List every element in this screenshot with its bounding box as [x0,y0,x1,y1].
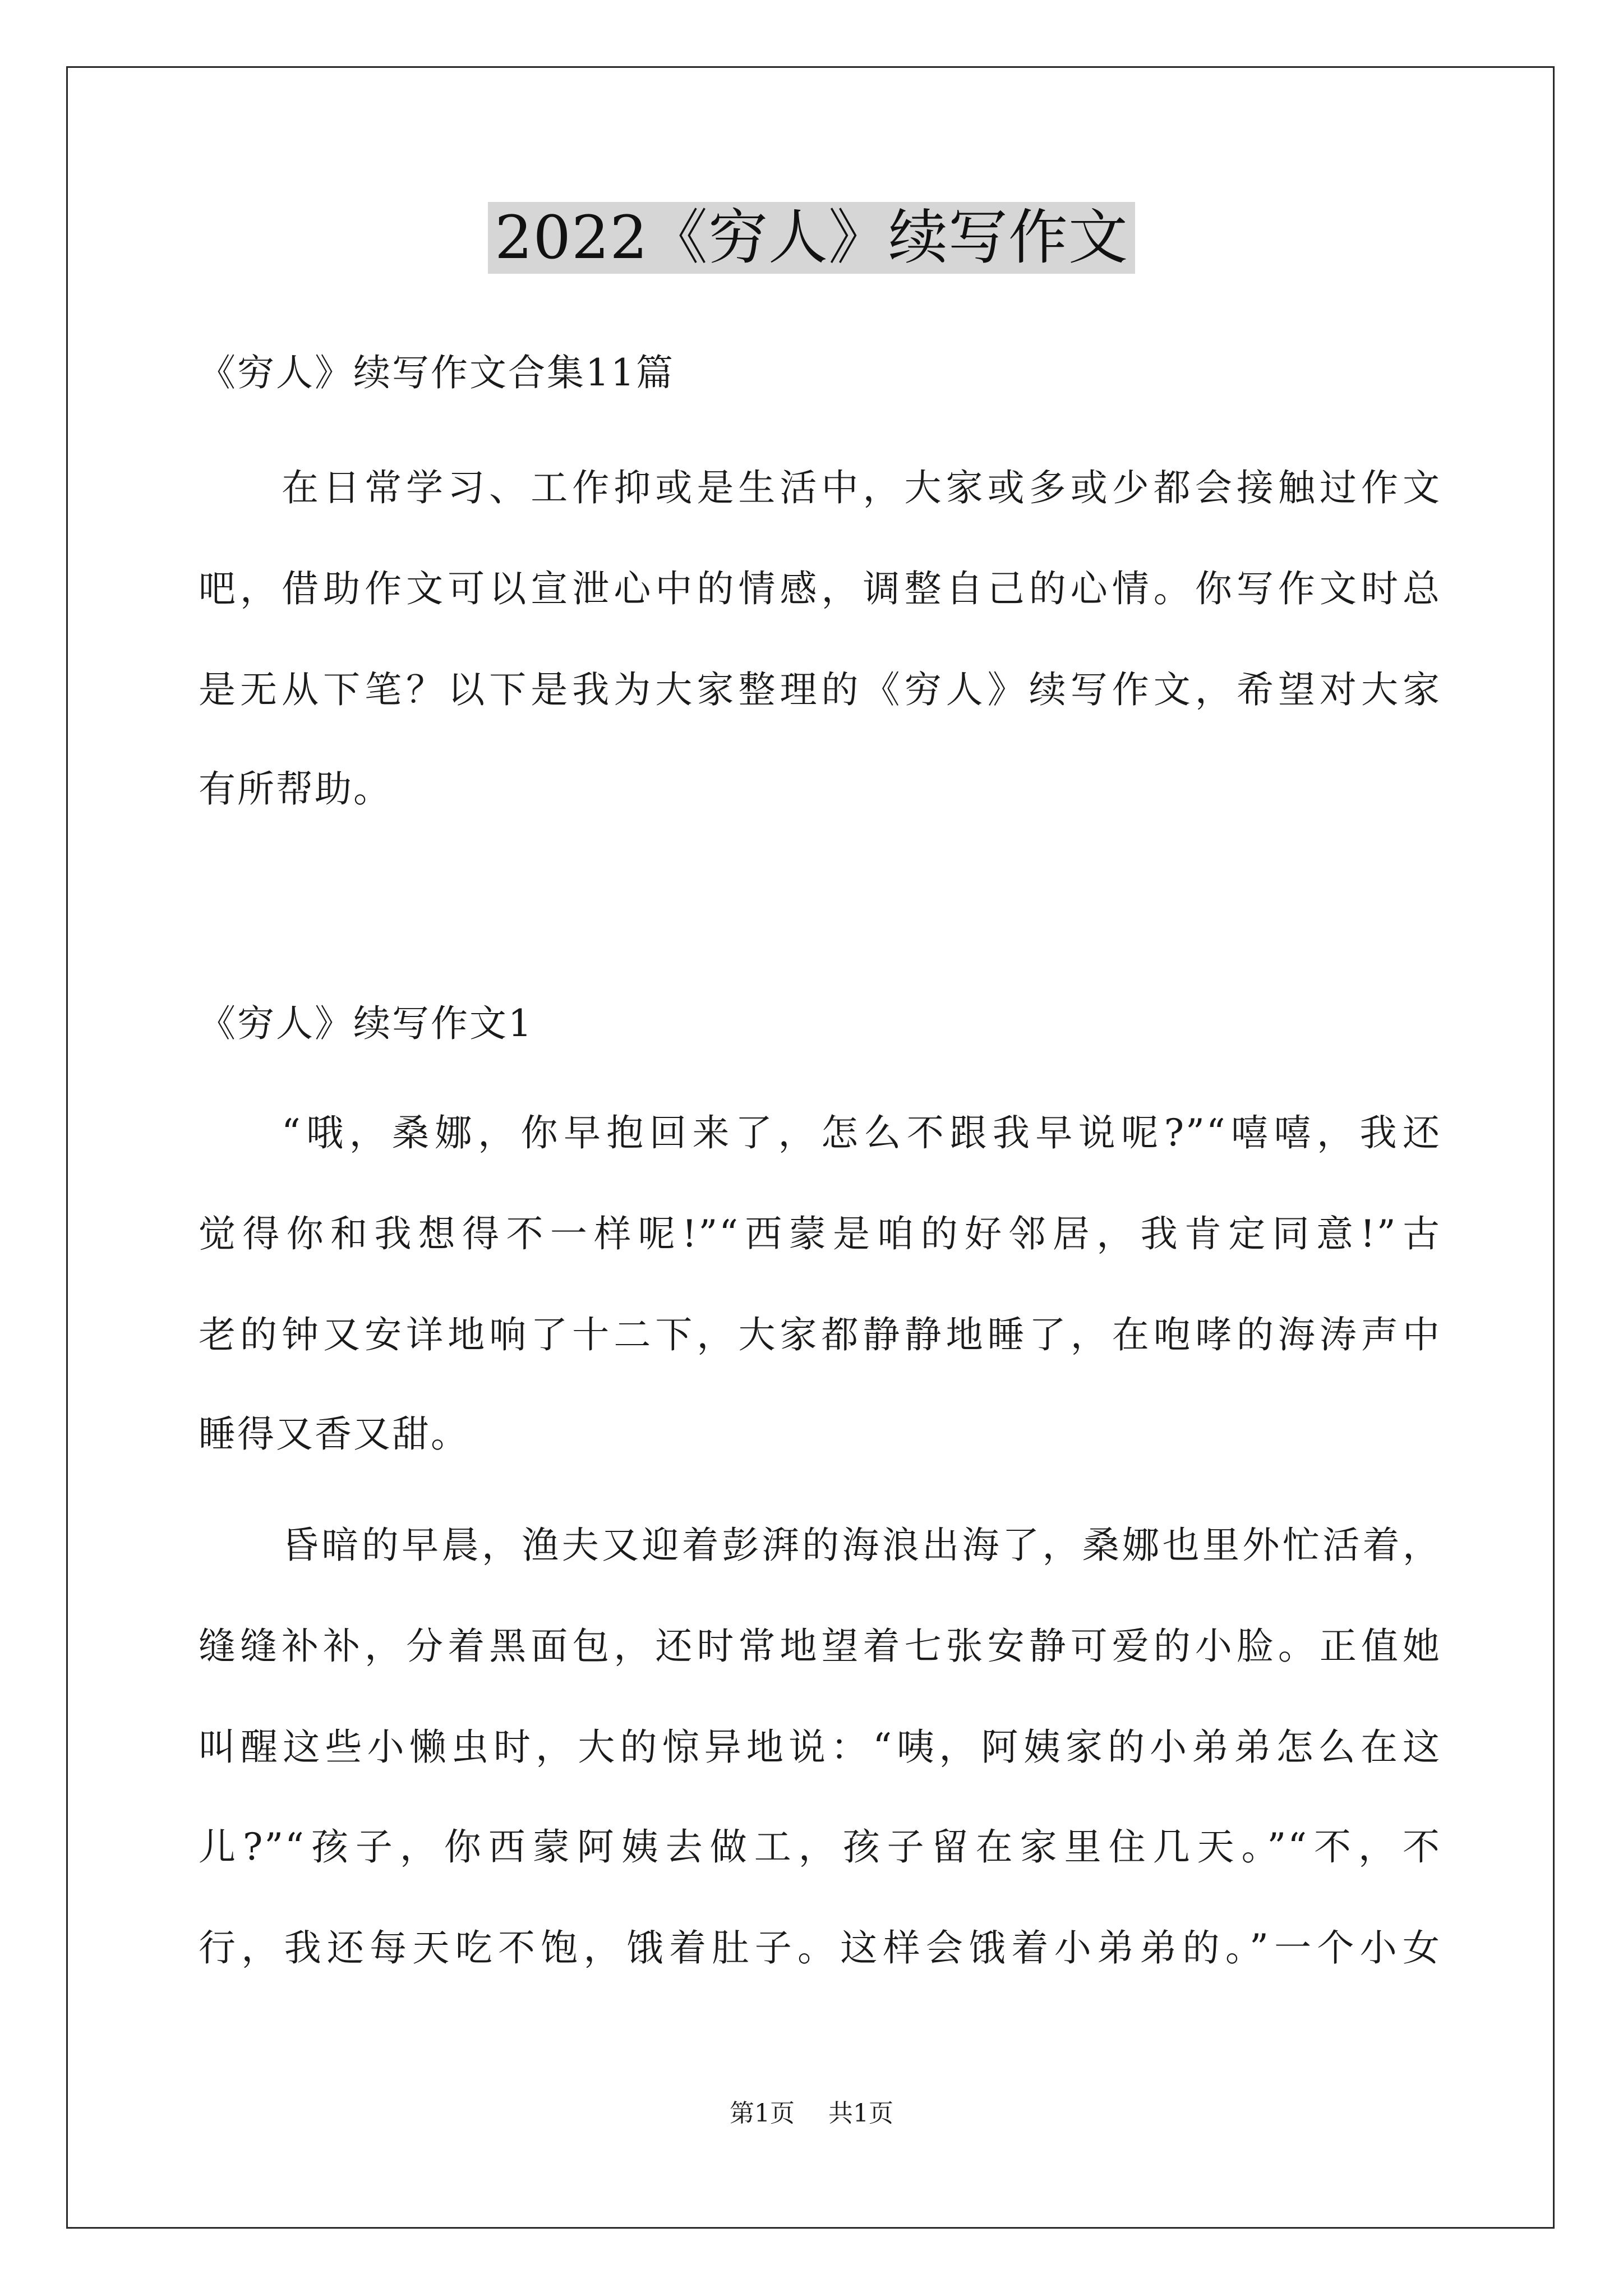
para2-line-4: 儿?”“孩子，你西蒙阿姨去做工，孩子留在家里住几天。”“不，不 [199,1825,1441,1869]
para1-line-4: 睡得又香又甜。 [199,1412,469,1456]
title-container [0,202,1623,274]
para2-line-3: 叫醒这些小懒虫时，大的惊异地说：“咦，阿姨家的小弟弟怎么在这 [199,1726,1441,1769]
page-number: 第1页 [730,2099,795,2128]
para2-line-1: 昏暗的早晨，渔夫又迎着彭湃的海浪出海了，桑娜也里外忙活着， [282,1524,1441,1567]
para1-line-3: 老的钟又安详地响了十二下，大家都静静地睡了，在咆哮的海涛声中 [199,1313,1441,1356]
section-heading: 《穷人》续写作文1 [199,1002,533,1045]
page-total: 共1页 [828,2099,893,2128]
para2-line-2: 缝缝补补，分着黑面包，还时常地望着七张安静可爱的小脸。正值她 [199,1625,1441,1668]
subtitle: 《穷人》续写作文合集11篇 [199,351,675,394]
para2-line-5: 行，我还每天吃不饱，饿着肚子。这样会饿着小弟弟的。”一个小女 [199,1926,1441,1970]
intro-line-3: 是无从下笔？以下是我为大家整理的《穷人》续写作文，希望对大家 [199,668,1441,711]
intro-line-2: 吧，借助作文可以宣泄心中的情感，调整自己的心情。你写作文时总 [199,567,1441,610]
para1-line-1: “哦，桑娜，你早抱回来了，怎么不跟我早说呢?”“嘻嘻，我还 [282,1111,1441,1154]
intro-line-1: 在日常学习、工作抑或是生活中，大家或多或少都会接触过作文 [282,466,1441,509]
para1-line-2: 觉得你和我想得不一样呢!”“西蒙是咱的好邻居，我肯定同意!”古 [199,1212,1441,1255]
document-title: 2022《穷人》续写作文 [488,202,1135,274]
page-footer [0,2098,1623,2129]
intro-line-4: 有所帮助。 [199,767,392,811]
